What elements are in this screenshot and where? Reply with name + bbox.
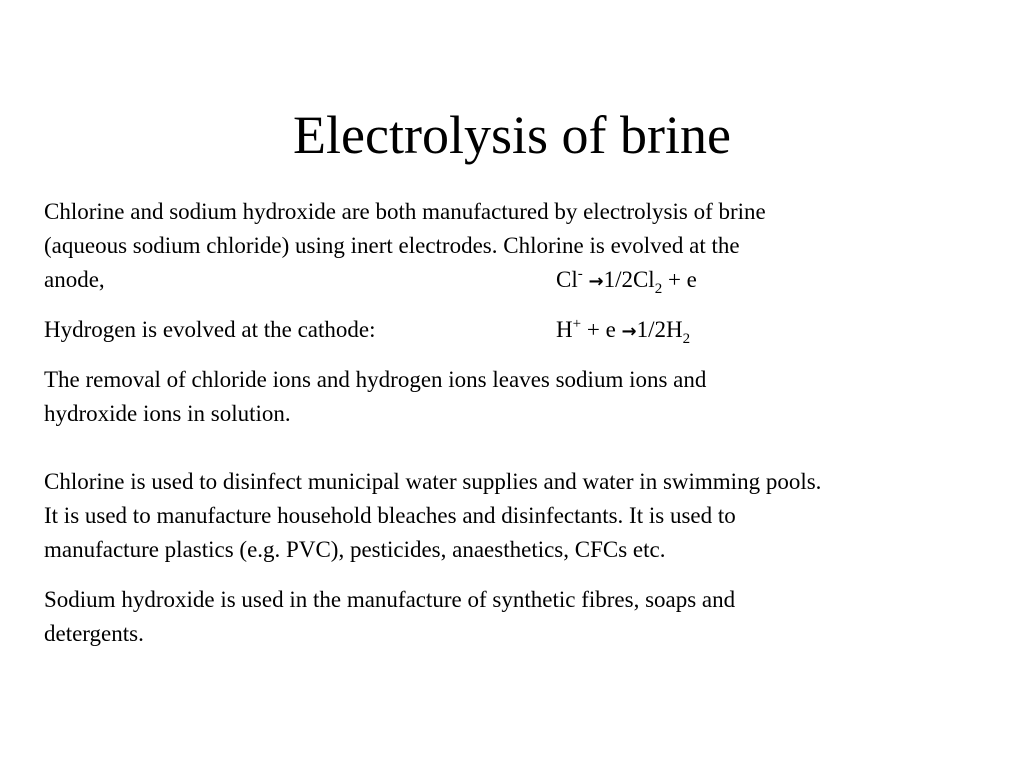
right-arrow-icon: →: [588, 271, 604, 292]
text-line: hydroxide ions in solution.: [44, 401, 291, 426]
equation-charge: -: [577, 266, 583, 282]
right-arrow-icon: →: [621, 321, 637, 342]
equation-reactant: Cl: [556, 267, 578, 292]
anode-equation: [556, 263, 697, 299]
equation-subscript: 2: [682, 331, 691, 347]
slide-title: Electrolysis of brine: [293, 105, 731, 165]
text-line: Chlorine is used to disinfect municipal water supplies and water in swimming pools.: [44, 469, 822, 494]
slide-body: [44, 195, 1019, 667]
paragraph-removal: [44, 363, 1019, 431]
equation-product: 1/2Cl: [603, 267, 655, 292]
equation-subscript: 2: [654, 281, 663, 297]
paragraph-cathode: [44, 313, 1019, 347]
cathode-label: Hydrogen is evolved at the cathode:: [44, 317, 376, 342]
paragraph-electrolysis-intro: [44, 195, 1019, 297]
text-line: The removal of chloride ions and hydrogen ions leaves sodium ions and: [44, 367, 707, 392]
cathode-equation: [556, 313, 690, 349]
text-line: (aqueous sodium chloride) using inert electrodes. Chlorine is evolved at the: [44, 233, 740, 258]
paragraph-sodium-hydroxide-uses: [44, 583, 1019, 651]
equation-charge: +: [572, 316, 582, 332]
text-line: manufacture plastics (e.g. PVC), pesticides, anaesthetics, CFCs etc.: [44, 537, 666, 562]
equation-electron: + e: [662, 267, 697, 292]
text-line-anode: [44, 263, 1019, 297]
equation-product: 1/2H: [636, 317, 683, 342]
text-line: It is used to manufacture household bleaches and disinfectants. It is used to: [44, 503, 736, 528]
text-line: detergents.: [44, 621, 144, 646]
paragraph-chlorine-uses: [44, 465, 1019, 567]
text-line: Sodium hydroxide is used in the manufacture of synthetic fibres, soaps and: [44, 587, 736, 612]
text-line-cathode: [44, 313, 1019, 347]
equation-reactant: H: [556, 317, 573, 342]
text-line: Chlorine and sodium hydroxide are both manufactured by electrolysis of brine: [44, 199, 766, 224]
equation-electron: + e: [581, 317, 622, 342]
anode-label: anode,: [44, 267, 105, 292]
